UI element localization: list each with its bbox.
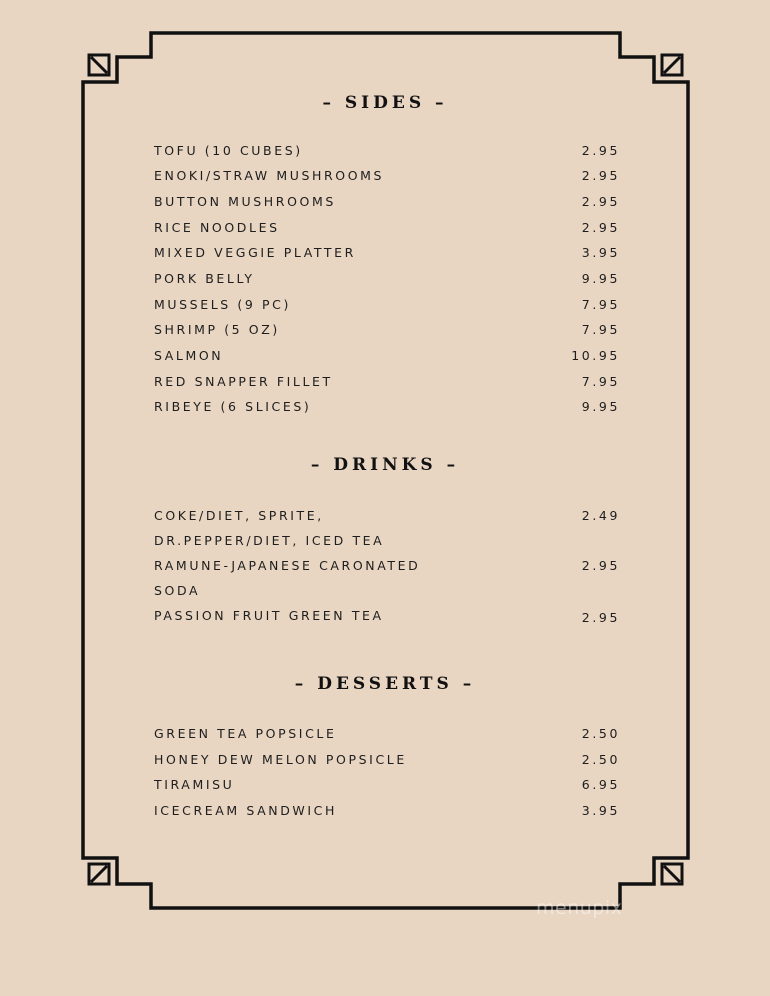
menu-item — [154, 163, 620, 188]
item-name-continuation: SODA — [154, 583, 201, 598]
section-title-sides: – SIDES – — [322, 93, 448, 113]
item-price: 6.95 — [581, 777, 620, 792]
item-price: 3.95 — [581, 245, 620, 260]
menu-item — [154, 189, 620, 214]
item-price: 3.95 — [581, 803, 620, 818]
item-price: 2.95 — [581, 194, 620, 209]
menu-item — [154, 772, 620, 797]
menu-item — [154, 394, 620, 419]
item-price: 2.49 — [581, 508, 620, 523]
item-price: 2.50 — [581, 726, 620, 741]
item-name: ICECREAM SANDWICH — [154, 803, 337, 818]
item-price: 9.95 — [581, 399, 620, 414]
menu-item — [154, 240, 620, 265]
corner-ornament-top-left — [89, 55, 109, 75]
item-name: SALMON — [154, 348, 224, 363]
item-price: 2.50 — [581, 752, 620, 767]
item-price: 7.95 — [581, 374, 620, 389]
item-price: 7.95 — [581, 297, 620, 312]
corner-ornament-bottom-left — [89, 864, 109, 884]
item-name: SHRIMP (5 OZ) — [154, 322, 280, 337]
menu-item — [154, 317, 620, 342]
item-name: RAMUNE-JAPANESE CARONATED — [154, 558, 421, 573]
menu-item — [154, 369, 620, 394]
item-name: RIBEYE (6 SLICES) — [154, 399, 312, 414]
menu-item — [154, 138, 620, 163]
corner-ornament-top-right — [662, 55, 682, 75]
item-price: 9.95 — [581, 271, 620, 286]
item-name: BUTTON MUSHROOMS — [154, 194, 336, 209]
item-name: TIRAMISU — [154, 777, 235, 792]
menu-item — [154, 553, 620, 603]
item-price: 2.95 — [581, 143, 620, 158]
item-name: RED SNAPPER FILLET — [154, 374, 333, 389]
menu-item — [154, 292, 620, 317]
item-price: 2.95 — [581, 558, 620, 573]
item-price: 2.95 — [581, 168, 620, 183]
item-name: HONEY DEW MELON POPSICLE — [154, 752, 407, 767]
menu-item — [154, 798, 620, 823]
menu-item — [154, 215, 620, 240]
menu-item — [154, 503, 620, 553]
item-name: TOFU (10 CUBES) — [154, 143, 303, 158]
menu-item — [154, 603, 620, 628]
item-name: COKE/DIET, SPRITE, — [154, 508, 324, 523]
watermark: menupix — [536, 897, 623, 919]
item-name: GREEN TEA POPSICLE — [154, 726, 337, 741]
menu-item — [154, 721, 620, 746]
item-name: PASSION FRUIT GREEN TEA — [154, 608, 384, 623]
item-name: MIXED VEGGIE PLATTER — [154, 245, 356, 260]
corner-ornament-bottom-right — [662, 864, 682, 884]
item-name: RICE NOODLES — [154, 220, 280, 235]
menu-item — [154, 747, 620, 772]
item-name: PORK BELLY — [154, 271, 255, 286]
item-name: ENOKI/STRAW MUSHROOMS — [154, 168, 385, 183]
section-title-desserts: – DESSERTS – — [294, 674, 476, 694]
menu-item — [154, 266, 620, 291]
section-title-drinks: – DRINKS – — [310, 455, 460, 475]
item-name-continuation: DR.PEPPER/DIET, ICED TEA — [154, 533, 385, 548]
item-price: 2.95 — [581, 610, 620, 625]
item-price: 7.95 — [581, 322, 620, 337]
item-name: MUSSELS (9 PC) — [154, 297, 291, 312]
item-price: 2.95 — [581, 220, 620, 235]
menu-item — [154, 343, 620, 368]
item-price: 10.95 — [571, 348, 620, 363]
